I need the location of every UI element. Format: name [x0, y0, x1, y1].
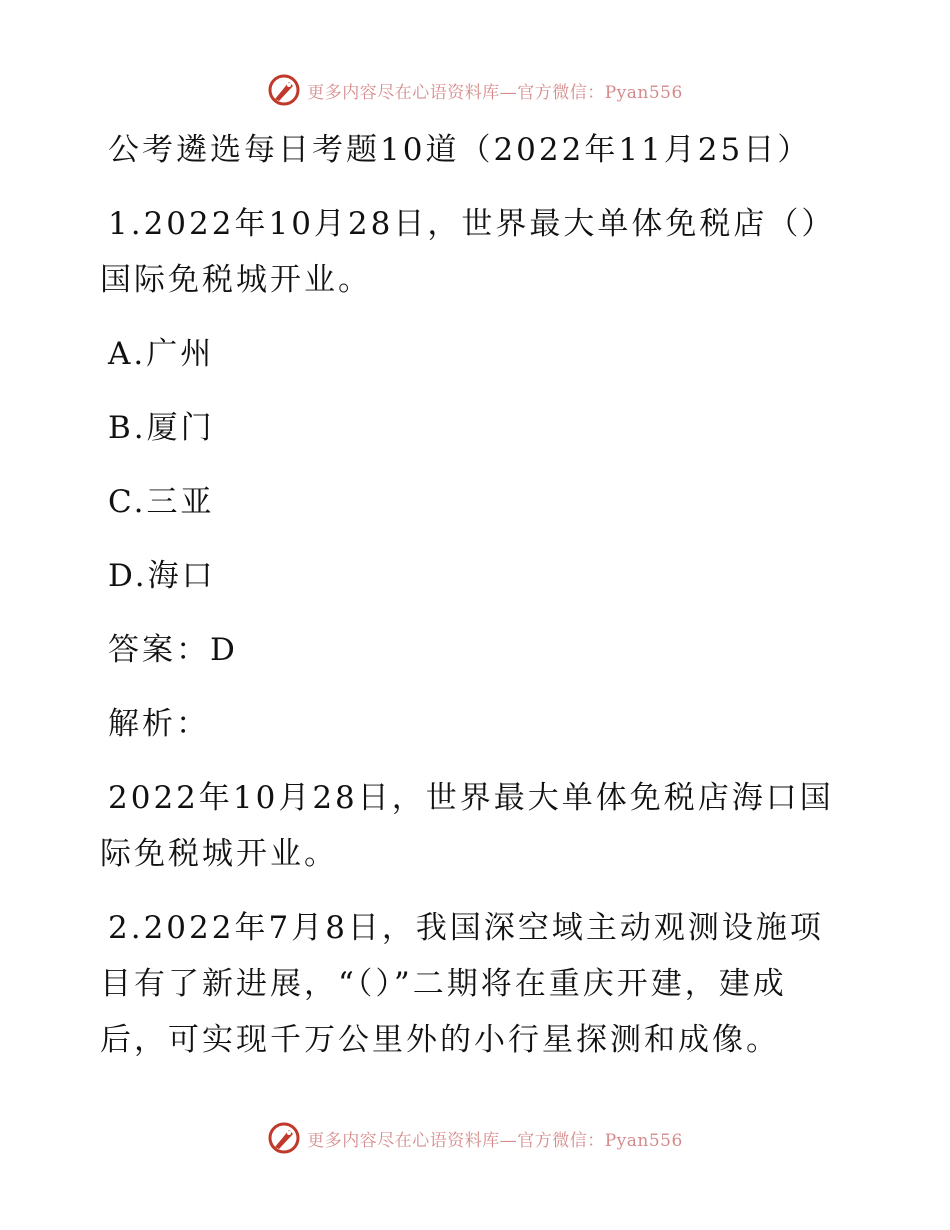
header-banner [0, 70, 950, 110]
footer-separator: — [499, 1130, 518, 1151]
question-2-stem-line-1: 2.2022年7月8日，我国深空域主动观测设施项 [108, 910, 824, 946]
question-1-option-d: D.海口 [108, 558, 216, 594]
question-1-analysis-line-2: 际免税城开业。 [100, 836, 338, 872]
footer-banner-text [307, 1126, 683, 1151]
question-2-stem-line-2: 目有了新进展，“（）”二期将在重庆开建，建成 [100, 966, 787, 1002]
banner-wechat-id: Pyan556 [604, 82, 683, 103]
footer-banner [0, 1118, 950, 1158]
question-1-option-a: A.广州 [108, 336, 215, 372]
question-1-option-b: B.厦门 [108, 410, 215, 446]
banner-separator: — [499, 82, 518, 103]
footer-official-label: 官方微信： [517, 1130, 605, 1151]
banner-site-text: 更多内容尽在心语资料库 [307, 82, 500, 103]
document-body [100, 122, 860, 1068]
question-1-option-c: C.三亚 [108, 484, 215, 520]
question-1-answer: 答案：D [108, 632, 238, 668]
footer-site-text: 更多内容尽在心语资料库 [307, 1130, 500, 1151]
page-title: 公考遴选每日考题10道（2022年11月25日） [108, 132, 812, 168]
footer-banner-content [267, 1121, 683, 1155]
question-1-analysis-line-1: 2022年10月28日，世界最大单体免税店海口国 [108, 780, 834, 816]
pen-logo-icon [267, 73, 301, 107]
banner-content [267, 73, 683, 107]
question-1-analysis-label: 解析： [108, 706, 210, 742]
banner-official-label: 官方微信： [517, 82, 605, 103]
pen-logo-icon [267, 1121, 301, 1155]
question-1-stem-line-1: 1.2022年10月28日，世界最大单体免税店（） [108, 206, 836, 242]
banner-text [307, 78, 683, 103]
question-2-stem-line-3: 后，可实现千万公里外的小行星探测和成像。 [100, 1022, 780, 1058]
question-1-stem-line-2: 国际免税城开业。 [100, 262, 372, 298]
footer-wechat-id: Pyan556 [604, 1130, 683, 1151]
